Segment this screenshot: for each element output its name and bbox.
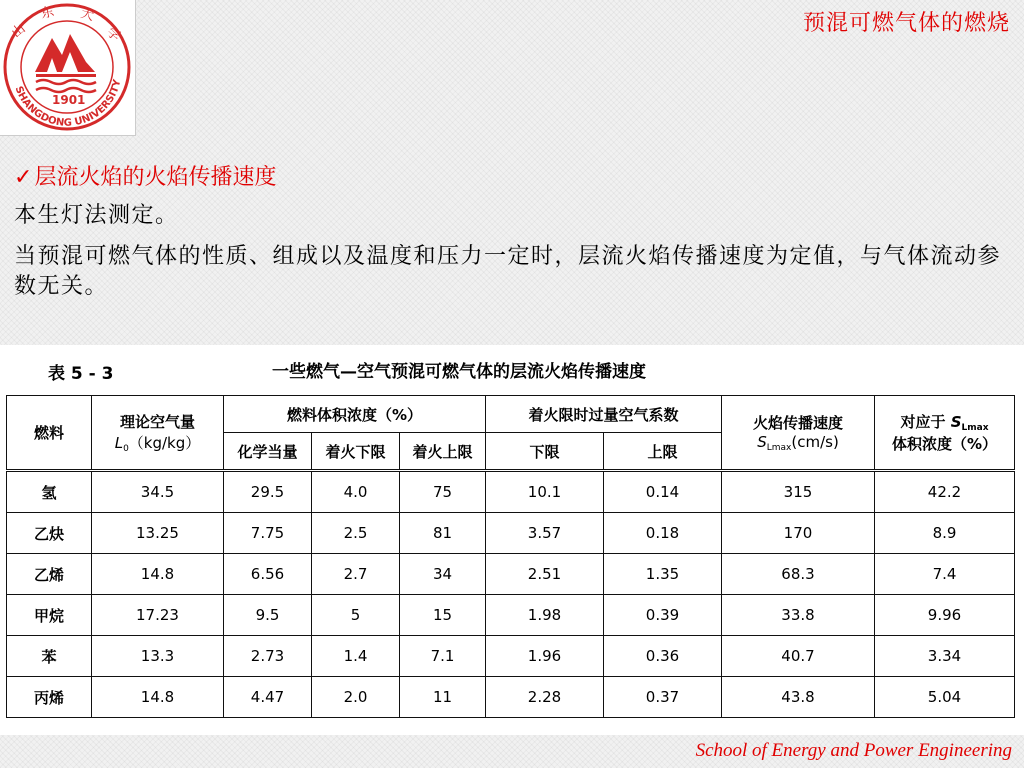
table-cell-l0: 34.5 xyxy=(92,471,224,513)
table-header xyxy=(7,396,1015,471)
header-corr-sub: Lmax xyxy=(961,423,989,433)
table-figure xyxy=(0,345,1024,735)
header-theory-air-symbol: L xyxy=(114,434,124,452)
table-cell-fuel: 氢 xyxy=(7,471,92,513)
header-upper-ignition: 着火上限 xyxy=(400,433,486,471)
seal-university-name: SHANGDONG UNIVERSITY xyxy=(12,78,124,129)
checkmark-icon: ✓ xyxy=(14,165,33,190)
table-row xyxy=(7,677,1015,718)
table-cell-fuel: 乙烯 xyxy=(7,554,92,595)
table-cell-upper: 1.35 xyxy=(604,554,722,595)
header-theory-air-sub: 0 xyxy=(123,444,129,454)
table-row xyxy=(7,513,1015,554)
table-cell-fuel: 苯 xyxy=(7,636,92,677)
header-fuel: 燃料 xyxy=(7,396,92,471)
table-cell-upper: 0.37 xyxy=(604,677,722,718)
header-corresponding-conc xyxy=(875,396,1015,471)
table-cell-upper: 0.36 xyxy=(604,636,722,677)
table-cell-conc: 9.96 xyxy=(875,595,1015,636)
table-cell-upper-ign: 11 xyxy=(400,677,486,718)
table-cell-conc: 7.4 xyxy=(875,554,1015,595)
table-cell-stoich: 6.56 xyxy=(224,554,312,595)
header-lower: 下限 xyxy=(486,433,604,471)
header-corr-symbol: S xyxy=(950,413,962,431)
table-cell-lower: 2.28 xyxy=(486,677,604,718)
table-cell-upper-ign: 15 xyxy=(400,595,486,636)
table-cell-fuel: 乙炔 xyxy=(7,513,92,554)
header-flame-speed xyxy=(722,396,875,471)
header-volume-concentration: 燃料体积浓度（%） xyxy=(224,396,486,433)
section-heading xyxy=(14,160,276,191)
table-cell-stoich: 2.73 xyxy=(224,636,312,677)
table-cell-lower: 10.1 xyxy=(486,471,604,513)
header-flame-speed-unit: (cm/s) xyxy=(791,433,839,451)
header-stoich: 化学当量 xyxy=(224,433,312,471)
header-corr-line2: 体积浓度（%） xyxy=(891,435,998,453)
table-cell-conc: 3.34 xyxy=(875,636,1015,677)
table-cell-lower: 1.98 xyxy=(486,595,604,636)
seal-char-1: 山 xyxy=(8,21,29,42)
seal-char-4: 学 xyxy=(103,24,124,45)
table-cell-upper-ign: 34 xyxy=(400,554,486,595)
table-number: 表 5 - 3 xyxy=(48,364,114,384)
table-cell-lower-ign: 4.0 xyxy=(312,471,400,513)
table-cell-upper: 0.14 xyxy=(604,471,722,513)
seal-char-3: 大 xyxy=(78,6,96,25)
table-cell-speed: 170 xyxy=(722,513,875,554)
header-excess-air: 着火限时过量空气系数 xyxy=(486,396,722,433)
table-cell-stoich: 29.5 xyxy=(224,471,312,513)
table-cell-speed: 43.8 xyxy=(722,677,875,718)
table-title: 一些燃气—空气预混可燃气体的层流火焰传播速度 xyxy=(272,362,646,382)
table-cell-stoich: 9.5 xyxy=(224,595,312,636)
table-body xyxy=(7,471,1015,718)
table-cell-l0: 14.8 xyxy=(92,677,224,718)
university-logo xyxy=(0,0,136,136)
table-cell-lower: 1.96 xyxy=(486,636,604,677)
table-cell-lower: 2.51 xyxy=(486,554,604,595)
table-cell-stoich: 4.47 xyxy=(224,677,312,718)
table-cell-l0: 17.23 xyxy=(92,595,224,636)
header-flame-speed-sub: Lmax xyxy=(766,443,792,453)
paragraph-definition: 当预混可燃气体的性质、组成以及温度和压力一定时，层流火焰传播速度为定值，与气体流动参数无关。 xyxy=(14,244,1002,299)
table-row xyxy=(7,471,1015,513)
table-cell-upper-ign: 81 xyxy=(400,513,486,554)
footer-school-name: School of Energy and Power Engineering xyxy=(695,740,1012,761)
header-lower-ignition: 着火下限 xyxy=(312,433,400,471)
table-cell-l0: 13.25 xyxy=(92,513,224,554)
section-heading-text: 层流火焰的火焰传播速度 xyxy=(34,165,277,190)
table-row xyxy=(7,554,1015,595)
table-cell-upper-ign: 75 xyxy=(400,471,486,513)
header-flame-speed-label: 火焰传播速度 xyxy=(752,414,843,432)
table-cell-upper: 0.39 xyxy=(604,595,722,636)
table-cell-fuel: 甲烷 xyxy=(7,595,92,636)
table-cell-lower-ign: 1.4 xyxy=(312,636,400,677)
table-cell-lower-ign: 2.5 xyxy=(312,513,400,554)
table-row xyxy=(7,636,1015,677)
table-cell-l0: 13.3 xyxy=(92,636,224,677)
table-cell-speed: 33.8 xyxy=(722,595,875,636)
table-cell-lower-ign: 2.0 xyxy=(312,677,400,718)
paragraph-method: 本生灯法测定。 xyxy=(14,203,179,228)
table-cell-conc: 42.2 xyxy=(875,471,1015,513)
table-cell-speed: 68.3 xyxy=(722,554,875,595)
seal-year: 1901 xyxy=(52,93,86,107)
table-cell-lower-ign: 2.7 xyxy=(312,554,400,595)
header-theory-air-label: 理论空气量 xyxy=(119,413,195,431)
table-cell-upper-ign: 7.1 xyxy=(400,636,486,677)
header-corr-prefix: 对应于 xyxy=(900,413,946,431)
table-cell-speed: 315 xyxy=(722,471,875,513)
table-cell-conc: 8.9 xyxy=(875,513,1015,554)
table-cell-lower: 3.57 xyxy=(486,513,604,554)
slide-title: 预混可燃气体的燃烧 xyxy=(802,11,1010,36)
table-cell-lower-ign: 5 xyxy=(312,595,400,636)
header-flame-speed-symbol: S xyxy=(757,433,767,451)
table-cell-speed: 40.7 xyxy=(722,636,875,677)
table-cell-upper: 0.18 xyxy=(604,513,722,554)
table-row xyxy=(7,595,1015,636)
flame-speed-table xyxy=(6,395,1015,718)
university-seal xyxy=(0,0,135,135)
table-cell-conc: 5.04 xyxy=(875,677,1015,718)
table-cell-fuel: 丙烯 xyxy=(7,677,92,718)
table-cell-stoich: 7.75 xyxy=(224,513,312,554)
seal-char-2: 东 xyxy=(39,4,56,22)
header-theory-air xyxy=(92,396,224,471)
header-theory-air-unit: （kg/kg） xyxy=(128,434,201,452)
header-upper: 上限 xyxy=(604,433,722,471)
table-cell-l0: 14.8 xyxy=(92,554,224,595)
